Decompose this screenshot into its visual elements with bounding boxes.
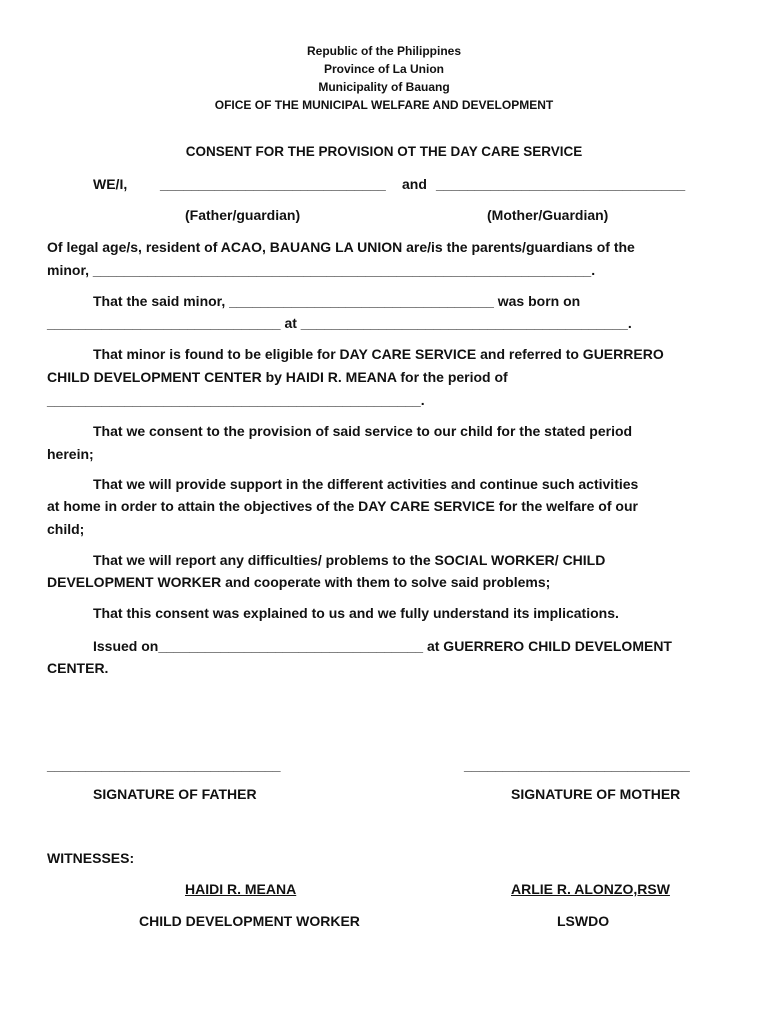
father-signature-line: ______________________________ [47,757,281,773]
consent-line-2: herein; [47,446,94,462]
we-label: WE/I, [93,176,128,192]
explained-line: That this consent was explained to us and we fully understand its implications. [93,605,619,621]
witnesses-label: WITNESSES: [47,850,135,866]
mother-signature-line: _____________________________ [464,757,690,773]
father-signature-label: SIGNATURE OF FATHER [93,786,257,802]
witness-1-title: CHILD DEVELOPMENT WORKER [139,913,360,929]
witness-2-name: ARLIE R. ALONZO,RSW [511,881,670,897]
minor-line-1: That the said minor, __________________________________ was born on [93,293,581,309]
report-line-1: That we will report any difficulties/ problems to the SOCIAL WORKER/ CHILD [93,552,606,568]
header-office: OFICE OF THE MUNICIPAL WELFARE AND DEVELOPMENT [214,98,554,112]
document-title: CONSENT FOR THE PROVISION OT THE DAY CARE SERVICE [185,144,583,159]
header-province: Province of La Union [323,62,444,76]
eligible-line-2: CHILD DEVELOPMENT CENTER by HAIDI R. MEANA for the period of [47,369,508,385]
witness-2-title: LSWDO [557,913,610,929]
issued-line-2: CENTER. [47,660,109,676]
legal-age-line-2: minor, ________________________________________________________________. [47,262,596,278]
father-caption: (Father/guardian) [185,207,301,223]
eligible-line-3: ________________________________________________. [47,392,425,408]
support-line-3: child; [47,521,85,537]
mother-caption: (Mother/Guardian) [487,207,609,223]
mother-signature-label: SIGNATURE OF MOTHER [511,786,681,802]
consent-line-1: That we consent to the provision of said service to our child for the stated period [93,423,633,439]
header-municipality: Municipality of Bauang [318,80,450,94]
and-label: and [402,176,427,192]
support-line-1: That we will provide support in the different activities and continue such activities [93,476,639,492]
minor-line-2: ______________________________ at __________________________________________. [47,315,632,331]
header-republic: Republic of the Philippines [306,44,461,58]
mother-name-blank: ________________________________ [436,176,686,192]
eligible-line-1: That minor is found to be eligible for DAY CARE SERVICE and referred to GUERRERO [93,346,664,362]
support-line-2: at home in order to attain the objectives of the DAY CARE SERVICE for the welfare of our [47,498,638,514]
witness-1-name: HAIDI R. MEANA [185,881,297,897]
issued-line-1: Issued on__________________________________ at GUERRERO CHILD DEVELOMENT [93,638,672,654]
report-line-2: DEVELOPMENT WORKER and cooperate with them to solve said problems; [47,574,551,590]
father-name-blank: _____________________________ [160,176,386,192]
legal-age-line-1: Of legal age/s, resident of ACAO, BAUANG LA UNION are/is the parents/guardians of the [47,239,635,255]
